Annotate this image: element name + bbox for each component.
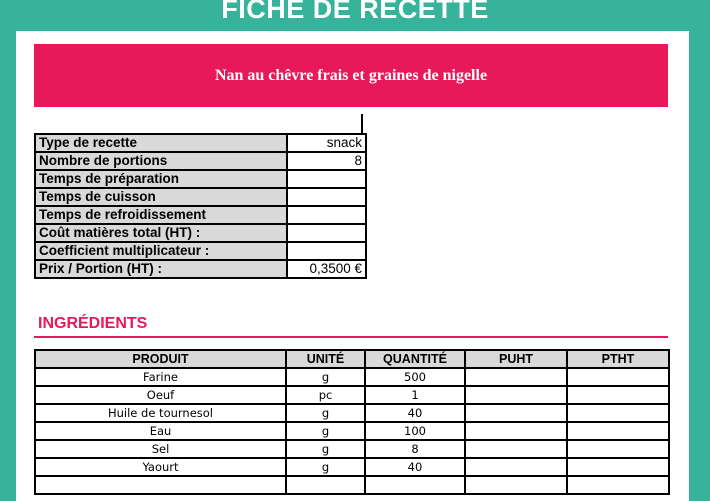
cell-quantite[interactable]: 8 xyxy=(365,440,465,458)
table-row xyxy=(35,386,669,404)
cell-puht[interactable] xyxy=(465,458,567,476)
section-divider xyxy=(34,336,668,338)
info-label: Coefficient multiplicateur : xyxy=(35,242,287,260)
info-value[interactable] xyxy=(287,224,366,242)
info-label: Prix / Portion (HT) : xyxy=(35,260,287,278)
cell-produit[interactable]: Yaourt xyxy=(35,458,286,476)
table-row xyxy=(35,476,669,494)
table-header-row xyxy=(35,350,669,368)
cell-unite[interactable] xyxy=(286,476,365,494)
info-row xyxy=(35,242,366,260)
info-label: Temps de préparation xyxy=(35,170,287,188)
cell-unite[interactable]: g xyxy=(286,404,365,422)
cell-unite[interactable]: g xyxy=(286,440,365,458)
cell-ptht[interactable] xyxy=(567,422,669,440)
table-row xyxy=(35,404,669,422)
cell-puht[interactable] xyxy=(465,440,567,458)
cell-border-line xyxy=(361,114,363,134)
cell-ptht[interactable] xyxy=(567,476,669,494)
column-header-ptht: PTHT xyxy=(567,350,669,368)
cell-quantite[interactable]: 100 xyxy=(365,422,465,440)
table-row xyxy=(35,458,669,476)
cell-ptht[interactable] xyxy=(567,458,669,476)
cell-quantite[interactable] xyxy=(365,476,465,494)
info-value[interactable]: 8 xyxy=(287,152,366,170)
cell-ptht[interactable] xyxy=(567,404,669,422)
cell-unite[interactable]: g xyxy=(286,422,365,440)
cell-quantite[interactable]: 40 xyxy=(365,458,465,476)
info-value[interactable]: 0,3500 € xyxy=(287,260,366,278)
info-row xyxy=(35,188,366,206)
cell-produit[interactable]: Sel xyxy=(35,440,286,458)
cell-produit[interactable]: Eau xyxy=(35,422,286,440)
info-row xyxy=(35,134,366,152)
cell-ptht[interactable] xyxy=(567,440,669,458)
cell-ptht[interactable] xyxy=(567,386,669,404)
cell-quantite[interactable]: 1 xyxy=(365,386,465,404)
column-header-puht: PUHT xyxy=(465,350,567,368)
page-title: FICHE DE RECETTE xyxy=(221,0,489,24)
recipe-name: Nan au chêvre frais et graines de nigelle xyxy=(214,66,488,84)
cell-produit[interactable]: Oeuf xyxy=(35,386,286,404)
cell-puht[interactable] xyxy=(465,386,567,404)
recipe-info-table xyxy=(34,133,367,279)
cell-unite[interactable]: pc xyxy=(286,386,365,404)
cell-produit[interactable]: Farine xyxy=(35,368,286,386)
column-header-quantite: QUANTITÉ xyxy=(365,350,465,368)
cell-puht[interactable] xyxy=(465,476,567,494)
column-header-unite: UNITÉ xyxy=(286,350,365,368)
ingredients-table xyxy=(34,349,670,495)
column-header-produit: PRODUIT xyxy=(35,350,286,368)
cell-unite[interactable]: g xyxy=(286,458,365,476)
cell-unite[interactable]: g xyxy=(286,368,365,386)
info-row xyxy=(35,170,366,188)
info-value[interactable]: snack xyxy=(287,134,366,152)
info-label: Temps de refroidissement xyxy=(35,206,287,224)
info-value[interactable] xyxy=(287,170,366,188)
info-label: Coût matières total (HT) : xyxy=(35,224,287,242)
table-row xyxy=(35,368,669,386)
recipe-sheet xyxy=(16,31,689,501)
info-row xyxy=(35,260,366,278)
info-label: Nombre de portions xyxy=(35,152,287,170)
table-row xyxy=(35,440,669,458)
info-label: Type de recette xyxy=(35,134,287,152)
info-row xyxy=(35,152,366,170)
info-row xyxy=(35,206,366,224)
recipe-name-banner xyxy=(34,44,668,107)
cell-puht[interactable] xyxy=(465,404,567,422)
cell-quantite[interactable]: 40 xyxy=(365,404,465,422)
info-value[interactable] xyxy=(287,206,366,224)
table-row xyxy=(35,422,669,440)
ingredients-heading: INGRÉDIENTS xyxy=(38,315,148,332)
info-row xyxy=(35,224,366,242)
info-label: Temps de cuisson xyxy=(35,188,287,206)
info-value[interactable] xyxy=(287,188,366,206)
cell-ptht[interactable] xyxy=(567,368,669,386)
cell-puht[interactable] xyxy=(465,422,567,440)
cell-produit[interactable] xyxy=(35,476,286,494)
info-value[interactable] xyxy=(287,242,366,260)
cell-quantite[interactable]: 500 xyxy=(365,368,465,386)
cell-puht[interactable] xyxy=(465,368,567,386)
cell-produit[interactable]: Huile de tournesol xyxy=(35,404,286,422)
